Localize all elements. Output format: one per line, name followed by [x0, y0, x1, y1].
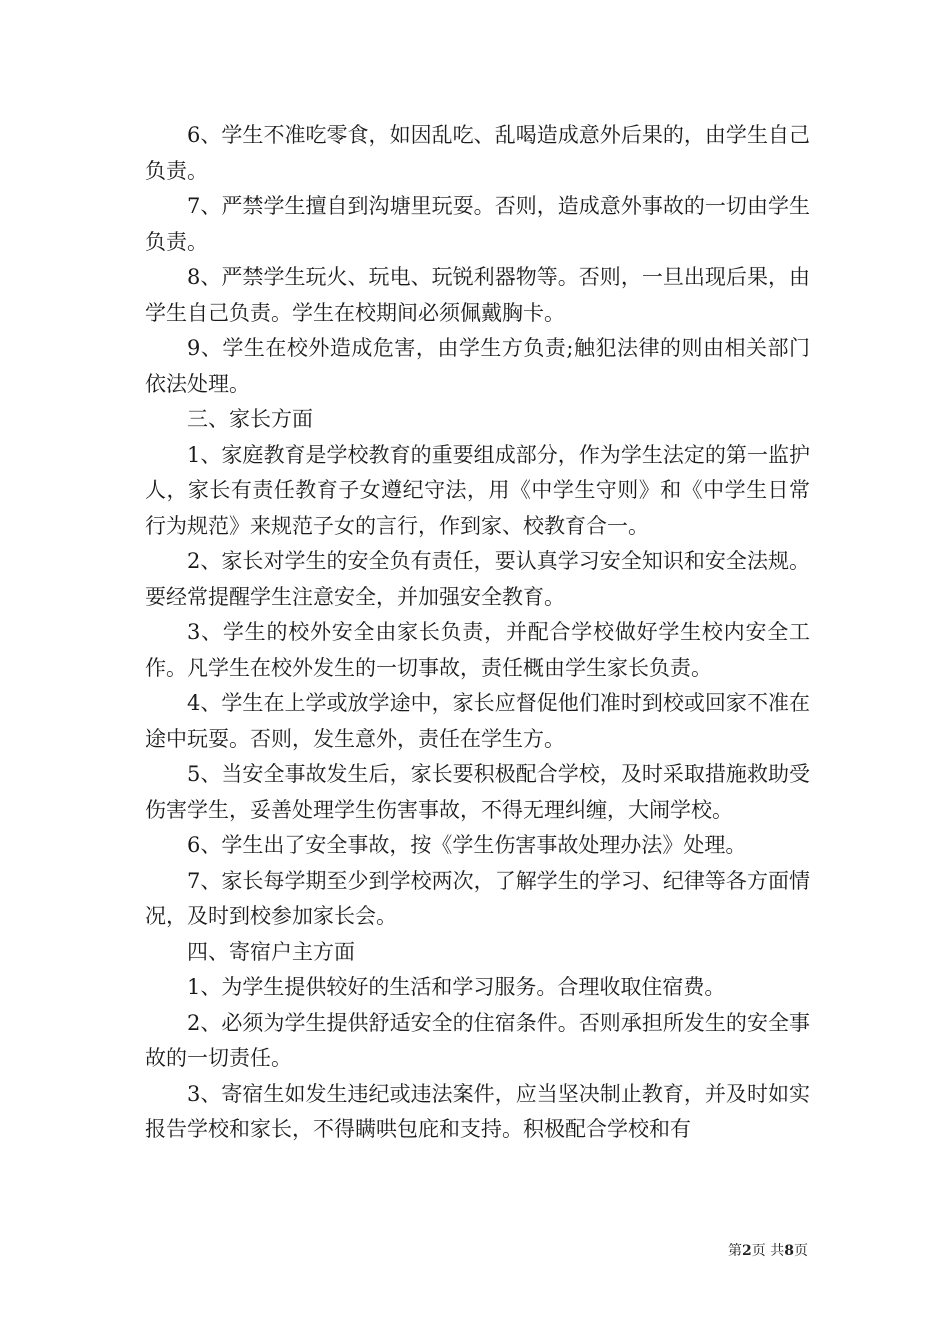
section-heading-parents: 三、家长方面 — [187, 407, 313, 431]
paragraph-parents-3: 3、学生的校外安全由家长负责，并配合学校做好学生校内安全工作。凡学生在校外发生的一切事故，责任概由学生家长负责。 — [145, 620, 810, 680]
footer-page-number: 2 — [742, 1243, 752, 1259]
paragraph-rule-7-students: 7、严禁学生擅自到沟塘里玩耍。否则，造成意外事故的一切由学生负责。 — [145, 194, 810, 254]
paragraph-boarding-1: 1、为学生提供较好的生活和学习服务。合理收取住宿费。 — [187, 975, 726, 999]
footer-middle: 页 共 — [751, 1243, 785, 1259]
paragraph-rule-6-students: 6、学生不准吃零食，如因乱吃、乱喝造成意外后果的，由学生自己负责。 — [145, 123, 810, 183]
paragraph-boarding-2: 2、必须为学生提供舒适安全的住宿条件。否则承担所发生的安全事故的一切责任。 — [145, 1010, 810, 1070]
paragraph-parents-1: 1、家庭教育是学校教育的重要组成部分，作为学生法定的第一监护人，家长有责任教育子女遵纪守法，用《中学生守则》和《中学生日常行为规范》来规范子女的言行，作到家、校教育合一。 — [145, 442, 810, 538]
footer-prefix: 第 — [728, 1243, 743, 1259]
paragraph-parents-2: 2、家长对学生的安全负有责任，要认真学习安全知识和安全法规。要经常提醒学生注意安全，并加强安全教育。 — [145, 549, 810, 609]
paragraph-parents-4: 4、学生在上学或放学途中，家长应督促他们准时到校或回家不准在途中玩耍。否则，发生意外，责任在学生方。 — [145, 691, 810, 751]
section-heading-boarding-hosts: 四、寄宿户主方面 — [187, 939, 355, 964]
document-body — [145, 118, 810, 1148]
paragraph-parents-6: 6、学生出了安全事故，按《学生伤害事故处理办法》处理。 — [187, 833, 747, 857]
paragraph-parents-7: 7、家长每学期至少到学校两次，了解学生的学习、纪律等各方面情况，及时到校参加家长会。 — [145, 868, 810, 928]
paragraph-rule-8-students: 8、严禁学生玩火、玩电、玩锐利器物等。否则，一旦出现后果，由学生自己负责。学生在校期间必须佩戴胸卡。 — [145, 265, 810, 325]
paragraph-parents-5: 5、当安全事故发生后，家长要积极配合学校，及时采取措施救助受伤害学生，妥善处理学生伤害事故，不得无理纠缠，大闹学校。 — [145, 762, 810, 822]
paragraph-rule-9-students: 9、学生在校外造成危害，由学生方负责;触犯法律的则由相关部门依法处理。 — [145, 336, 810, 396]
footer-suffix: 页 — [794, 1243, 808, 1259]
page-footer — [728, 1240, 808, 1260]
paragraph-boarding-3: 3、寄宿生如发生违纪或违法案件，应当坚决制止教育，并及时如实报告学校和家长，不得瞒哄包庇和支持。积极配合学校和有 — [145, 1081, 810, 1141]
footer-total-pages: 8 — [784, 1243, 794, 1259]
